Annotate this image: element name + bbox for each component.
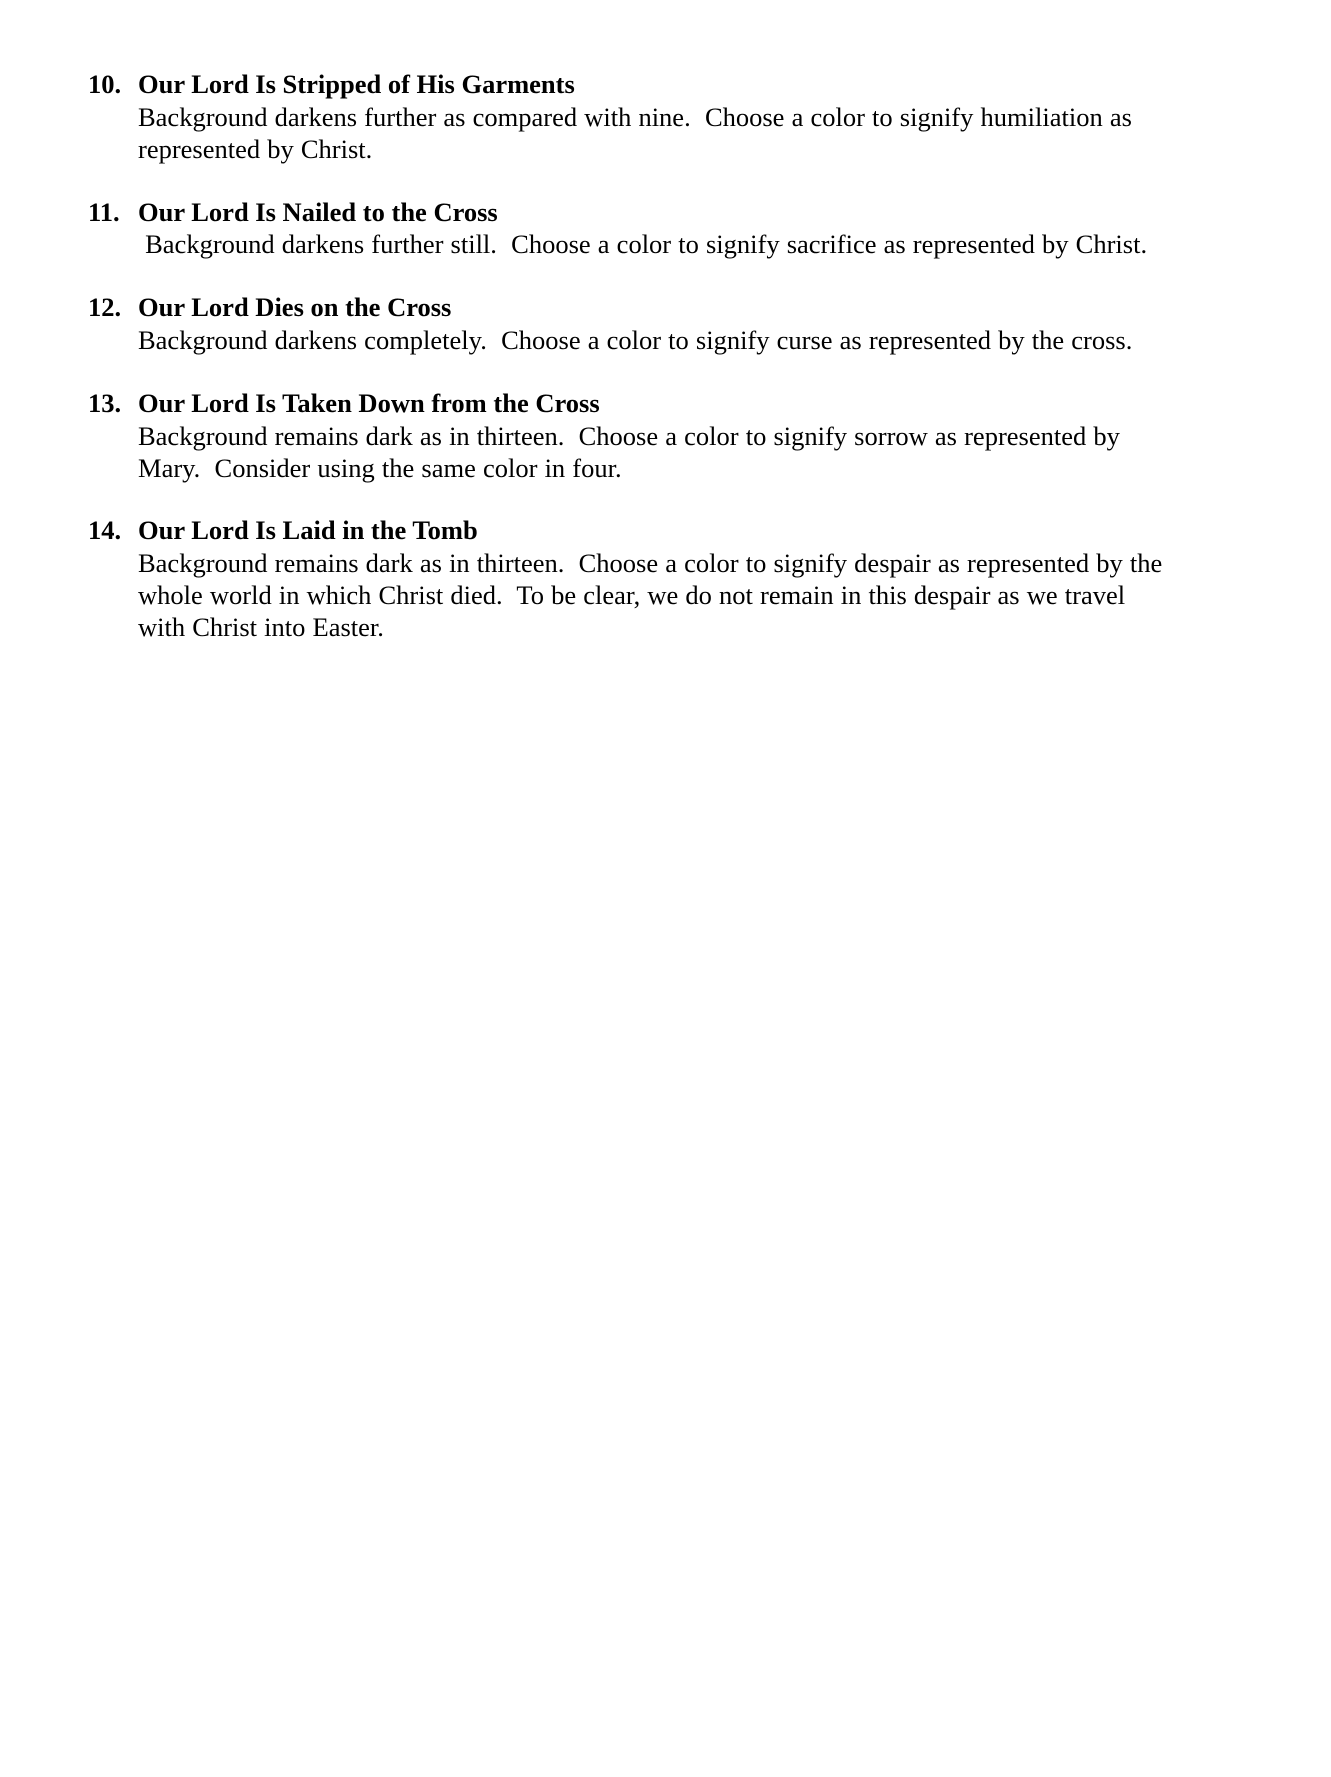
- station-description: Background darkens completely. Choose a color to signify curse as represented by the cross.: [138, 325, 1133, 356]
- list-item: [88, 387, 1178, 485]
- station-title: Our Lord Is Stripped of His Garments: [138, 69, 575, 99]
- list-item: [88, 196, 1178, 262]
- station-number: 10.: [88, 69, 122, 99]
- list-item: [88, 514, 1178, 643]
- station-description: Background remains dark as in thirteen. Choose a color to signify despair as represented by the whole world in which Christ died. To be clear, we do not remain in this despair as we travel with Christ into Easter.: [138, 548, 1170, 642]
- list-item: [88, 68, 1178, 166]
- station-number: 12.: [88, 292, 122, 323]
- station-heading: [88, 196, 1178, 230]
- station-heading: [88, 514, 1178, 548]
- list-item: [88, 291, 1178, 357]
- station-heading: [88, 387, 1178, 421]
- stations-list: [88, 68, 1178, 674]
- station-title: Our Lord Is Nailed to the Cross: [138, 196, 498, 227]
- station-description: Background remains dark as in thirteen. Choose a color to signify sorrow as represented by Mary. Consider using the same color in four.: [138, 420, 1127, 483]
- station-description: Background darkens further as compared with nine. Choose a color to signify humiliation as represented by Christ.: [138, 101, 1140, 164]
- station-heading: [88, 68, 1178, 102]
- station-number: 14.: [88, 515, 122, 546]
- station-number: 13.: [88, 387, 122, 418]
- station-heading: [88, 291, 1178, 325]
- station-title: Our Lord Dies on the Cross: [138, 292, 452, 323]
- station-description: Background darkens further still. Choose a color to signify sacrifice as represented by Christ.: [138, 229, 1148, 260]
- station-number: 11.: [88, 196, 120, 227]
- station-title: Our Lord Is Taken Down from the Cross: [138, 387, 600, 418]
- station-title: Our Lord Is Laid in the Tomb: [138, 515, 478, 546]
